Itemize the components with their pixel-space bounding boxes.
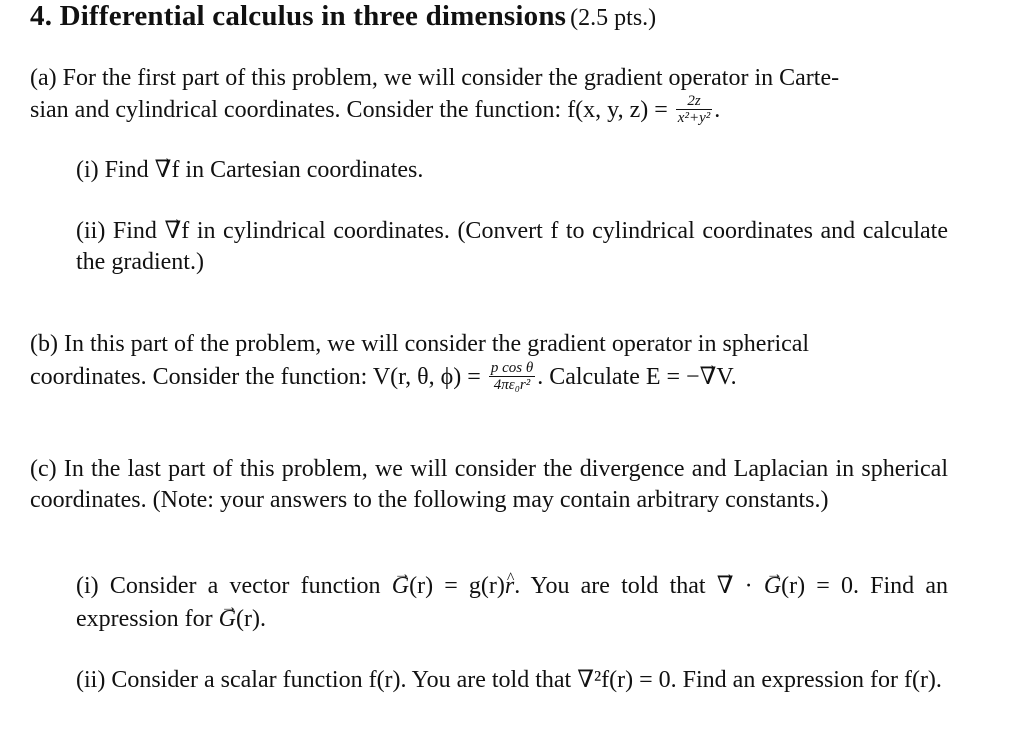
part-a-i-prefix: (i) Find [76, 157, 155, 183]
part-c-intro: (c) In the last part of this problem, we will consider the divergence and Laplacian in spherical coordinates. (Note: your answers to the following may contain arbitrary constants.) [30, 456, 948, 513]
part-c-i-f: (r). [235, 606, 266, 632]
nabla-vector-symbol: → ∇ [700, 362, 717, 393]
part-b-fraction-numerator: p cos θ [490, 360, 534, 376]
part-a-ii-rest: f in cylindrical coordinates. (Convert f to cylindrical coordinates and calculate the gradient.) [76, 218, 948, 275]
part-a-i-suffix: f in Cartesian coordinates. [171, 157, 424, 183]
part-a-line-2 [30, 95, 720, 128]
nabla-vector-symbol: → ∇ [164, 216, 181, 247]
part-c-i-a: (i) Consider a vector function [76, 573, 392, 599]
part-b-fraction [489, 360, 535, 393]
nabla-vector-symbol: → ∇ [155, 155, 172, 186]
part-c-ii: (ii) Consider a scalar function f(r). You are told that ∇²f(r) = 0. Find an expression for f(r). [76, 667, 942, 693]
nabla-vector-symbol: → ∇ [717, 570, 734, 603]
part-a-function-text: sian and cylindrical coordinates. Consider the function: f(x, y, z) = [30, 97, 668, 124]
problem-points: (2.5 pts.) [570, 5, 657, 31]
part-b-line-1: (b) In this part of the problem, we will consider the gradient operator in spherical [30, 331, 810, 357]
part-c-i-e: (r) = 0. Find an expression for [76, 573, 949, 632]
part-a-ii [76, 216, 948, 278]
part-b-calc-text: . Calculate E = − [537, 364, 700, 391]
part-b-line-2 [30, 362, 737, 395]
part-a-line-1: (a) For the first part of this problem, we will consider the gradient operator in Carte- [30, 65, 840, 91]
problem-title: 4. Differential calculus in three dimensions [30, 0, 567, 32]
part-b-function-text: coordinates. Consider the function: V(r, θ, ϕ) = [30, 364, 481, 391]
r-hat-symbol: ^ r [505, 570, 514, 603]
part-c-i-d: · [733, 573, 764, 599]
part-c-i-c: . You are told that [514, 573, 717, 599]
part-a-fraction-denominator: x²+y² [677, 110, 711, 126]
part-a-line-2-end: . [714, 97, 721, 124]
part-a-i [76, 155, 423, 186]
part-a-fraction [676, 93, 712, 126]
part-b-line-2-end: V. [716, 364, 737, 391]
vector-g-symbol: → G [392, 570, 409, 603]
part-b-fraction-denominator: 4πε₀r² [493, 377, 531, 393]
part-a-ii-prefix: (ii) Find [76, 218, 165, 244]
part-c-i-b: (r) = g(r) [409, 573, 505, 599]
part-a-fraction-numerator: 2z [676, 93, 712, 110]
vector-g-symbol: → G [764, 570, 781, 603]
vector-g-symbol: → G [219, 603, 236, 636]
part-c-i [76, 570, 948, 636]
problem-heading [30, 0, 656, 33]
